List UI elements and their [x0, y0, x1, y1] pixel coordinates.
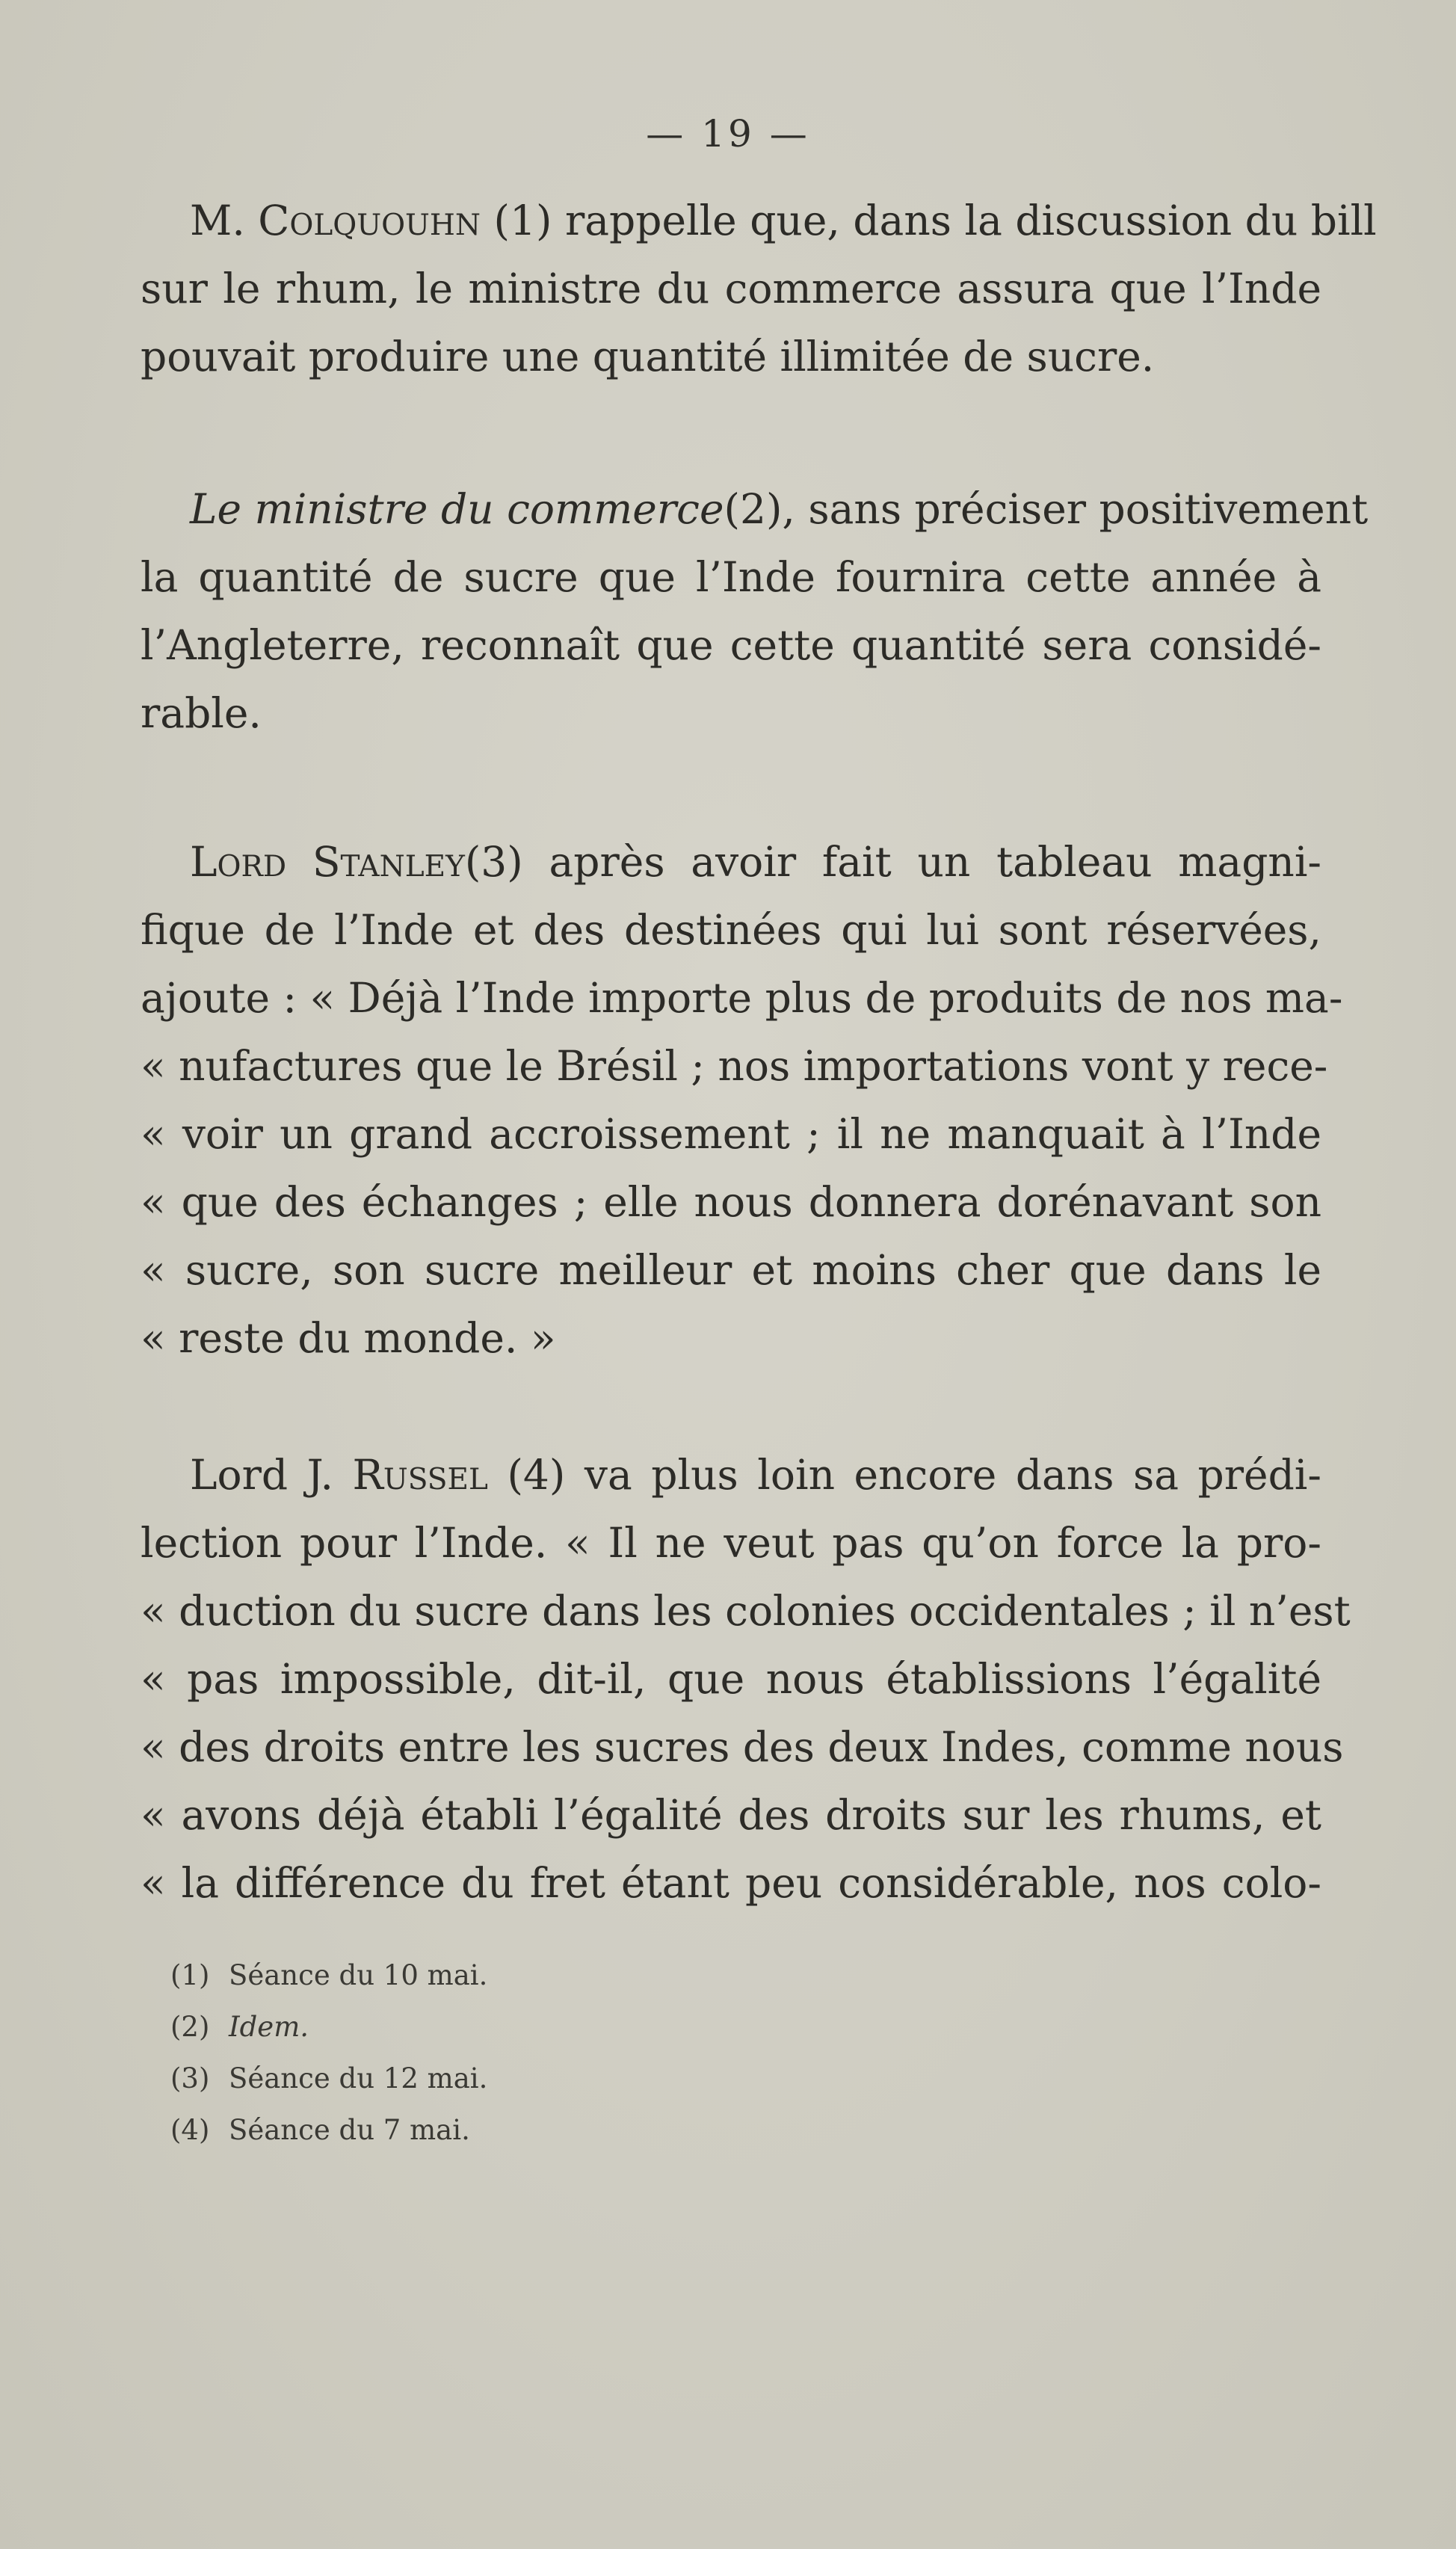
footnote-number: (2)	[170, 2011, 210, 2043]
text-line: M. Colquouhn (1) rappelle que, dans la discussion du bill	[190, 197, 1377, 244]
footnote-ref: (3)	[464, 838, 523, 886]
footnote-number: (4)	[170, 2114, 210, 2146]
footnote	[170, 2053, 487, 2104]
text-line: « pas impossible, dit-il, que nous établissions l’égalité	[141, 1655, 1321, 1703]
paragraph-russel	[141, 1441, 1351, 1917]
text-line: Lord J. Russel (4) va plus loin encore dans sa prédi-	[190, 1451, 1321, 1499]
footnote-text: Séance du 7 mai.	[229, 2114, 470, 2146]
paragraph-ministre	[141, 475, 1369, 748]
speaker-name: Russel	[352, 1451, 488, 1499]
text-line: « la différence du fret étant peu considérable, nos colo-	[141, 1859, 1321, 1907]
page-number: — 19 —	[646, 112, 810, 155]
footnote	[170, 2001, 487, 2053]
speaker-name: M. Colquouhn	[190, 197, 481, 244]
text-line: ajoute : « Déjà l’Inde importe plus de produits de nos ma-	[141, 974, 1343, 1022]
text-line: « avons déjà établi l’égalité des droits sur les rhums, et	[141, 1791, 1321, 1839]
footnote-text: Idem.	[229, 2011, 309, 2043]
paragraph-stanley	[141, 828, 1343, 1372]
footnotes	[170, 1949, 487, 2156]
text-line: fique de l’Inde et des destinées qui lui sont réservées,	[141, 906, 1321, 954]
speaker-name: Lord Stanley	[190, 838, 465, 886]
footnote-ref: (2)	[724, 485, 783, 533]
text-line: l’Angleterre, reconnaît que cette quantité sera considé-	[141, 621, 1321, 669]
text-line: la quantité de sucre que l’Inde fournira cette année à	[141, 553, 1321, 601]
footnote-number: (3)	[170, 2062, 210, 2095]
text-line: « des droits entre les sucres des deux Indes, comme nous	[141, 1723, 1344, 1771]
footnote	[170, 2104, 487, 2156]
footnote	[170, 1949, 487, 2001]
footnote-number: (1)	[170, 1959, 210, 1991]
text-line: Lord Stanley(3) après avoir fait un tableau magni-	[190, 838, 1322, 886]
footnote-text: Séance du 12 mai.	[229, 2062, 488, 2095]
text-line: rable.	[141, 689, 262, 737]
speaker-name: Le ministre du commerce	[190, 485, 724, 533]
footnote-ref: (4)	[507, 1451, 566, 1499]
text-line: « que des échanges ; elle nous donnera dorénavant son	[141, 1178, 1321, 1226]
text-line: lection pour l’Inde. « Il ne veut pas qu’on force la pro-	[141, 1519, 1321, 1567]
text-line: Le ministre du commerce(2), sans préciser positivement	[190, 485, 1369, 533]
text-line: « reste du monde. »	[141, 1314, 556, 1362]
text-line: « sucre, son sucre meilleur et moins cher que dans le	[141, 1246, 1321, 1294]
text-line: pouvait produire une quantité illimitée de sucre.	[141, 333, 1155, 380]
text-line: « nufactures que le Brésil ; nos importations vont y rece-	[141, 1042, 1328, 1090]
paragraph-colquouhn	[141, 187, 1377, 391]
text-line: « duction du sucre dans les colonies occidentales ; il n’est	[141, 1587, 1351, 1635]
text-line: sur le rhum, le ministre du commerce assura que l’Inde	[141, 265, 1321, 312]
footnote-ref: (1)	[493, 197, 552, 244]
text-line: « voir un grand accroissement ; il ne manquait à l’Inde	[141, 1110, 1321, 1158]
footnote-text: Séance du 10 mai.	[229, 1959, 488, 1991]
